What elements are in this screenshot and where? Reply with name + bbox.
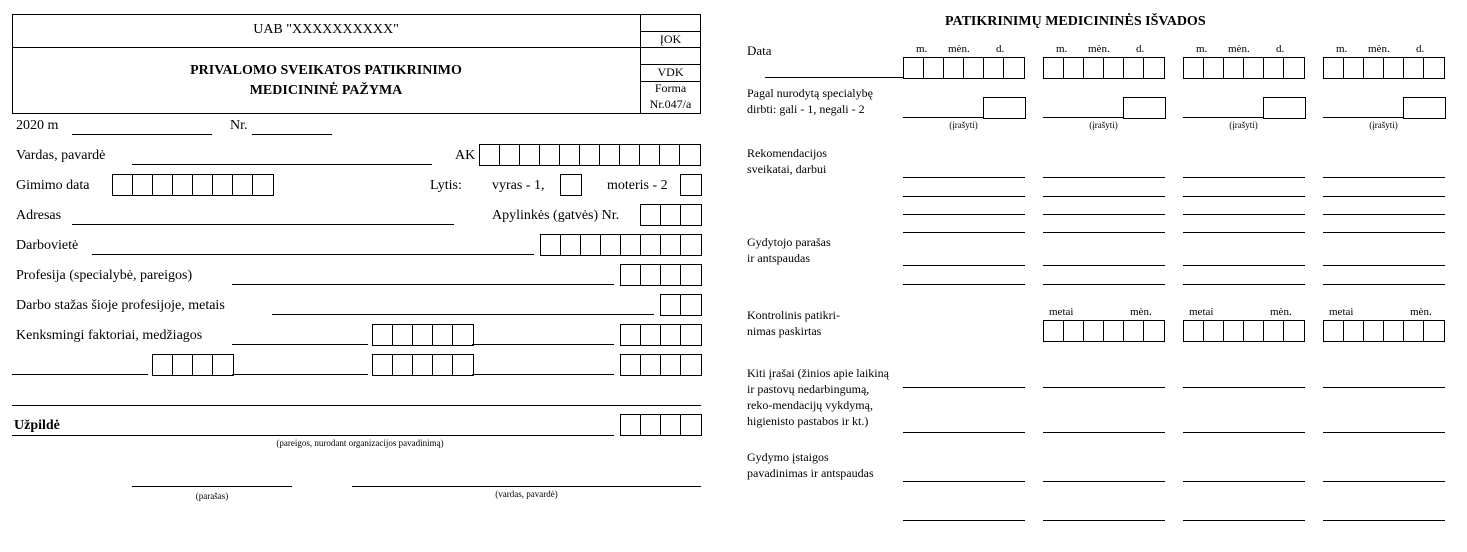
workplace-field[interactable] [92, 254, 534, 255]
recommend-field[interactable] [1323, 232, 1445, 233]
date-col-header: m. [1196, 43, 1208, 55]
specialty-box[interactable] [983, 97, 1026, 119]
facility-field[interactable] [1043, 481, 1165, 482]
specialty-box[interactable] [1123, 97, 1166, 119]
year-label: 2020 m [16, 118, 59, 133]
date-col-header: d. [1416, 43, 1425, 55]
other-field[interactable] [1043, 432, 1165, 433]
date-col-header: d. [996, 43, 1005, 55]
filled-by-hint: (pareigos, nurodant organizacijos pavadinimą) [276, 438, 444, 448]
signature-hint: (parašas) [195, 491, 229, 501]
facility-label-2: pavadinimas ir antspaudas [747, 466, 874, 480]
specialty-box[interactable] [1403, 97, 1446, 119]
form-title-line1: PRIVALOMO SVEIKATOS PATIKRINIMO [190, 63, 462, 78]
facility-label-1: Gydymo įstaigos [747, 450, 829, 464]
recommend-field[interactable] [903, 177, 1025, 178]
experience-label: Darbo stažas šioje profesijoje, metais [16, 298, 225, 313]
gender-label: Lytis: [430, 178, 462, 193]
recommend-field[interactable] [1183, 214, 1305, 215]
control-month-header: mėn. [1410, 306, 1432, 318]
doctor-label-1: Gydytojo parašas [747, 235, 831, 249]
ak-boxes[interactable] [479, 144, 701, 166]
recommend-field[interactable] [1183, 177, 1305, 178]
iok-label: ĮOK [659, 32, 682, 46]
specialty-label-2: dirbti: gali - 1, negali - 2 [747, 102, 865, 116]
birth-date-boxes[interactable] [112, 174, 274, 196]
doctor-field[interactable] [903, 284, 1025, 285]
date-col-header: d. [1276, 43, 1285, 55]
control-month-header: mėn. [1130, 306, 1152, 318]
facility-field[interactable] [903, 520, 1025, 521]
female-label: moteris - 2 [607, 178, 668, 193]
facility-field[interactable] [1043, 520, 1165, 521]
ak-label: AK [455, 148, 476, 163]
control-boxes[interactable] [1183, 320, 1305, 342]
separator-line [12, 405, 701, 406]
address-field[interactable] [72, 224, 454, 225]
district-label: Apylinkės (gatvės) Nr. [492, 208, 620, 223]
recommend-field[interactable] [1323, 214, 1445, 215]
recommend-field[interactable] [1323, 177, 1445, 178]
harmful-field-3[interactable] [12, 374, 148, 375]
harmful-field-1[interactable] [232, 344, 368, 345]
workplace-label: Darbovietė [16, 238, 79, 253]
vdk-label: VDK [657, 65, 684, 79]
facility-field[interactable] [1323, 520, 1445, 521]
doctor-label-2: ir antspaudas [747, 251, 810, 265]
facility-field[interactable] [903, 481, 1025, 482]
write-hint: (įrašyti) [1229, 120, 1258, 130]
recommend-field[interactable] [1183, 232, 1305, 233]
forma-label: Forma [654, 81, 687, 95]
filled-by-label: Užpildė [14, 418, 60, 433]
recommend-label-2: sveikatai, darbui [747, 162, 827, 176]
harmful-boxes-3[interactable] [152, 354, 234, 376]
specialty-field[interactable] [1183, 117, 1264, 118]
write-hint: (įrašyti) [949, 120, 978, 130]
recommend-field[interactable] [1323, 196, 1445, 197]
other-field[interactable] [1323, 387, 1445, 388]
harmful-boxes-4[interactable] [372, 354, 474, 376]
full-name-field[interactable] [352, 486, 701, 487]
date-col-header: mėn. [948, 43, 970, 55]
other-field[interactable] [1323, 432, 1445, 433]
filled-by-field[interactable] [12, 435, 614, 436]
address-label: Adresas [16, 208, 62, 223]
name-field[interactable] [132, 164, 432, 165]
facility-field[interactable] [1323, 481, 1445, 482]
profession-label: Profesija (specialybė, pareigos) [16, 268, 193, 283]
recommend-label-1: Rekomendacijos [747, 146, 827, 160]
filled-by-boxes[interactable] [620, 414, 702, 436]
recommend-field[interactable] [1043, 177, 1165, 178]
control-label-2: nimas paskirtas [747, 324, 822, 338]
recommend-field[interactable] [903, 232, 1025, 233]
harmful-label: Kenksmingi faktoriai, medžiagos [16, 328, 203, 343]
district-boxes[interactable] [640, 204, 702, 226]
conclusions-title: PATIKRINIMŲ MEDICININĖS IŠVADOS [945, 14, 1206, 29]
male-box[interactable] [560, 174, 582, 196]
other-label-3: reko-mendacijų vykdymą, [747, 398, 873, 412]
recommend-field[interactable] [1043, 196, 1165, 197]
date-col-header: mėn. [1368, 43, 1390, 55]
nr-label: Nr. [230, 118, 248, 133]
recommend-field[interactable] [1043, 214, 1165, 215]
facility-field[interactable] [1183, 481, 1305, 482]
harmful-field-4[interactable] [232, 374, 368, 375]
date-boxes[interactable] [1043, 57, 1165, 79]
other-field[interactable] [1043, 387, 1165, 388]
control-year-header: metai [1049, 306, 1074, 318]
date-col-header: m. [1336, 43, 1348, 55]
other-field[interactable] [903, 387, 1025, 388]
harmful-boxes-2[interactable] [620, 324, 702, 346]
specialty-field[interactable] [903, 117, 984, 118]
recommend-field[interactable] [903, 214, 1025, 215]
doctor-field[interactable] [903, 265, 1025, 266]
control-label-1: Kontrolinis patikri- [747, 308, 840, 322]
specialty-field[interactable] [1043, 117, 1124, 118]
date-col-header: m. [1056, 43, 1068, 55]
write-hint: (įrašyti) [1369, 120, 1398, 130]
other-label-2: ir pastovų nedarbingumą, [747, 382, 870, 396]
year-field[interactable] [72, 134, 212, 135]
signature-field[interactable] [132, 486, 292, 487]
recommend-field[interactable] [1043, 232, 1165, 233]
specialty-box[interactable] [1263, 97, 1306, 119]
other-label-4: higienisto pastabos ir kt.) [747, 414, 869, 428]
date-col-header: mėn. [1088, 43, 1110, 55]
name-label: Vardas, pavardė [16, 148, 106, 163]
form-title-line2: MEDICININĖ PAŽYMA [249, 83, 403, 98]
facility-field[interactable] [1183, 520, 1305, 521]
birth-date-label: Gimimo data [16, 178, 90, 193]
other-label-1: Kiti įrašai (žinios apie laikiną [747, 366, 889, 380]
date-boxes[interactable] [903, 57, 1025, 79]
male-label: vyras - 1, [492, 178, 545, 193]
date-col-header: mėn. [1228, 43, 1250, 55]
female-box[interactable] [680, 174, 702, 196]
doctor-field[interactable] [1323, 265, 1445, 266]
date-label: Data [747, 43, 772, 58]
control-boxes[interactable] [1043, 320, 1165, 342]
control-month-header: mėn. [1270, 306, 1292, 318]
other-field[interactable] [1183, 432, 1305, 433]
nr-field[interactable] [252, 134, 332, 135]
experience-field[interactable] [272, 314, 654, 315]
doctor-field[interactable] [1043, 265, 1165, 266]
date-boxes[interactable] [1323, 57, 1445, 79]
doctor-field[interactable] [1043, 284, 1165, 285]
date-col-header: d. [1136, 43, 1145, 55]
workplace-boxes[interactable] [540, 234, 702, 256]
harmful-field-2[interactable] [472, 344, 614, 345]
specialty-field[interactable] [1323, 117, 1404, 118]
recommend-field[interactable] [903, 196, 1025, 197]
specialty-label-1: Pagal nurodytą specialybę [747, 86, 873, 100]
control-year-header: metai [1189, 306, 1214, 318]
write-hint: (įrašyti) [1089, 120, 1118, 130]
other-field[interactable] [1183, 387, 1305, 388]
date-col-header: m. [916, 43, 928, 55]
recommend-field[interactable] [1183, 196, 1305, 197]
harmful-field-5[interactable] [472, 374, 614, 375]
company-name: UAB "XXXXXXXXXX" [253, 22, 399, 37]
profession-field[interactable] [232, 284, 614, 285]
other-field[interactable] [903, 432, 1025, 433]
full-name-hint: (vardas, pavardė) [495, 489, 558, 499]
control-year-header: metai [1329, 306, 1354, 318]
doctor-field[interactable] [1323, 284, 1445, 285]
harmful-boxes-1[interactable] [372, 324, 474, 346]
experience-boxes[interactable] [660, 294, 702, 316]
doctor-field[interactable] [1183, 265, 1305, 266]
harmful-boxes-5[interactable] [620, 354, 702, 376]
forma-number: Nr.047/a [649, 97, 692, 111]
doctor-field[interactable] [1183, 284, 1305, 285]
date-boxes[interactable] [1183, 57, 1305, 79]
control-boxes[interactable] [1323, 320, 1445, 342]
profession-boxes[interactable] [620, 264, 702, 286]
